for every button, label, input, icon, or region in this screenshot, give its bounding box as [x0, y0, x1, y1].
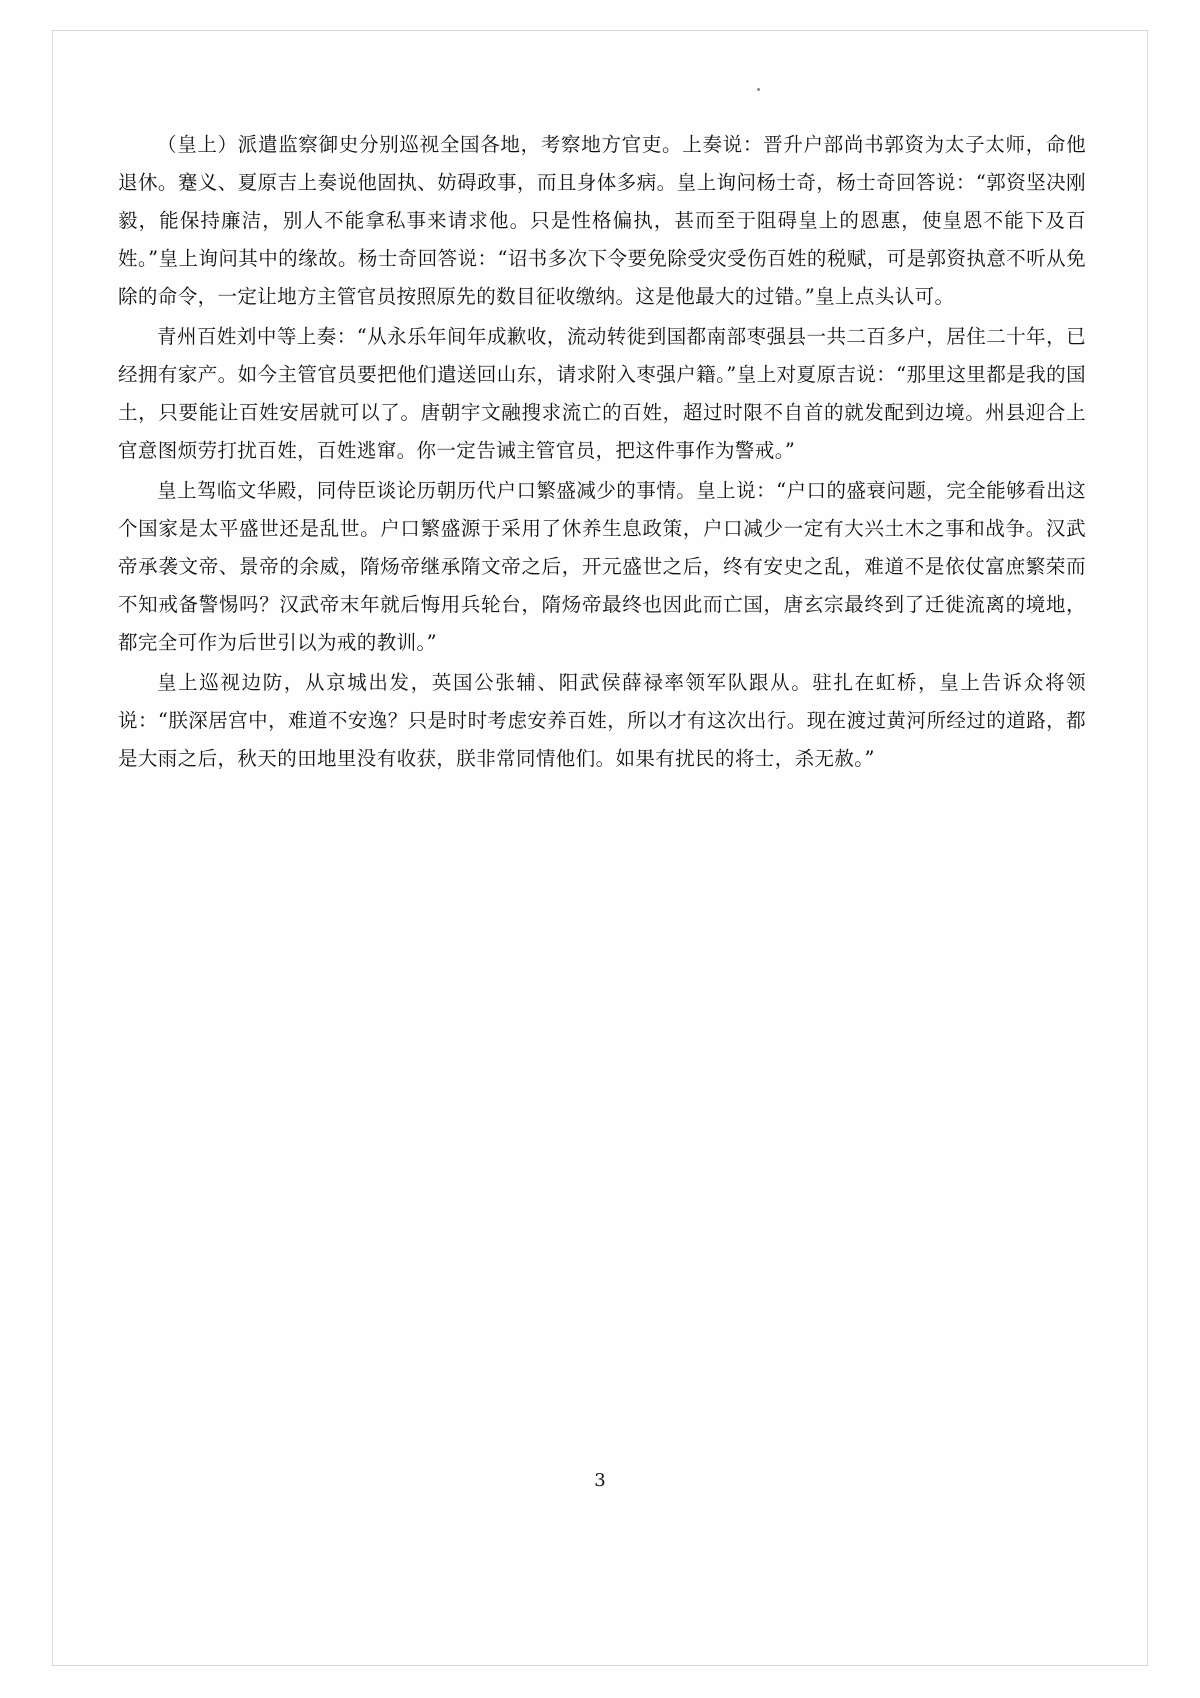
paragraph-2: 青州百姓刘中等上奏：“从永乐年间年成歉收，流动转徙到国都南部枣强县一共二百多户，居住二十年，已经拥有家产。如今主管官员要把他们遣送回山东，请求附入枣强户籍。”皇上对夏原吉说：“那里这里都是我的国土，只要能让百姓安居就可以了。唐朝宇文融搜求流亡的百姓，超过时限不自首的就发配到边境。州县迎合上官意图烦劳打扰百姓，百姓逃窜。你一定告诫主管官员，把这件事作为警戒。”: [118, 325, 1086, 462]
document-body: [118, 126, 1086, 780]
paragraph-1: （皇上）派遣监察御史分别巡视全国各地，考察地方官吏。上奏说：晋升户部尚书郭资为太子太师，命他退休。蹇义、夏原吉上奏说他固执、妨碍政事，而且身体多病。皇上询问杨士奇，杨士奇回答说：“郭资坚决刚毅，能保持廉洁，别人不能拿私事来请求他。只是性格偏执，甚而至于阻碍皇上的恩惠，使皇恩不能下及百姓。”皇上询问其中的缘故。杨士奇回答说：“诏书多次下令要免除受灾受伤百姓的税赋，可是郭资执意不听从免除的命令，一定让地方主管官员按照原先的数目征收缴纳。这是他最大的过错。”皇上点头认可。: [118, 133, 1086, 308]
paragraph-4: 皇上巡视边防，从京城出发，英国公张辅、阳武侯薛禄率领军队跟从。驻扎在虹桥，皇上告诉众将领说：“朕深居宫中，难道不安逸？只是时时考虑安养百姓，所以才有这次出行。现在渡过黄河所经过的道路，都是大雨之后，秋天的田地里没有收获，朕非常同情他们。如果有扰民的将士，杀无赦。”: [118, 671, 1086, 770]
paragraph-3: 皇上驾临文华殿，同侍臣谈论历朝历代户口繁盛减少的事情。皇上说：“户口的盛衰问题，完全能够看出这个国家是太平盛世还是乱世。户口繁盛源于采用了休养生息政策，户口减少一定有大兴土木之事和战争。汉武帝承袭文帝、景帝的余威，隋炀帝继承隋文帝之后，开元盛世之后，终有安史之乱，难道不是依仗富庶繁荣而不知戒备警惕吗？汉武帝末年就后悔用兵轮台，隋炀帝最终也因此而亡国，唐玄宗最终到了迁徙流离的境地，都完全可作为后世引以为戒的教训。”: [118, 479, 1086, 654]
page-number: 3: [594, 1470, 606, 1491]
header-dot-mark: [757, 88, 760, 91]
